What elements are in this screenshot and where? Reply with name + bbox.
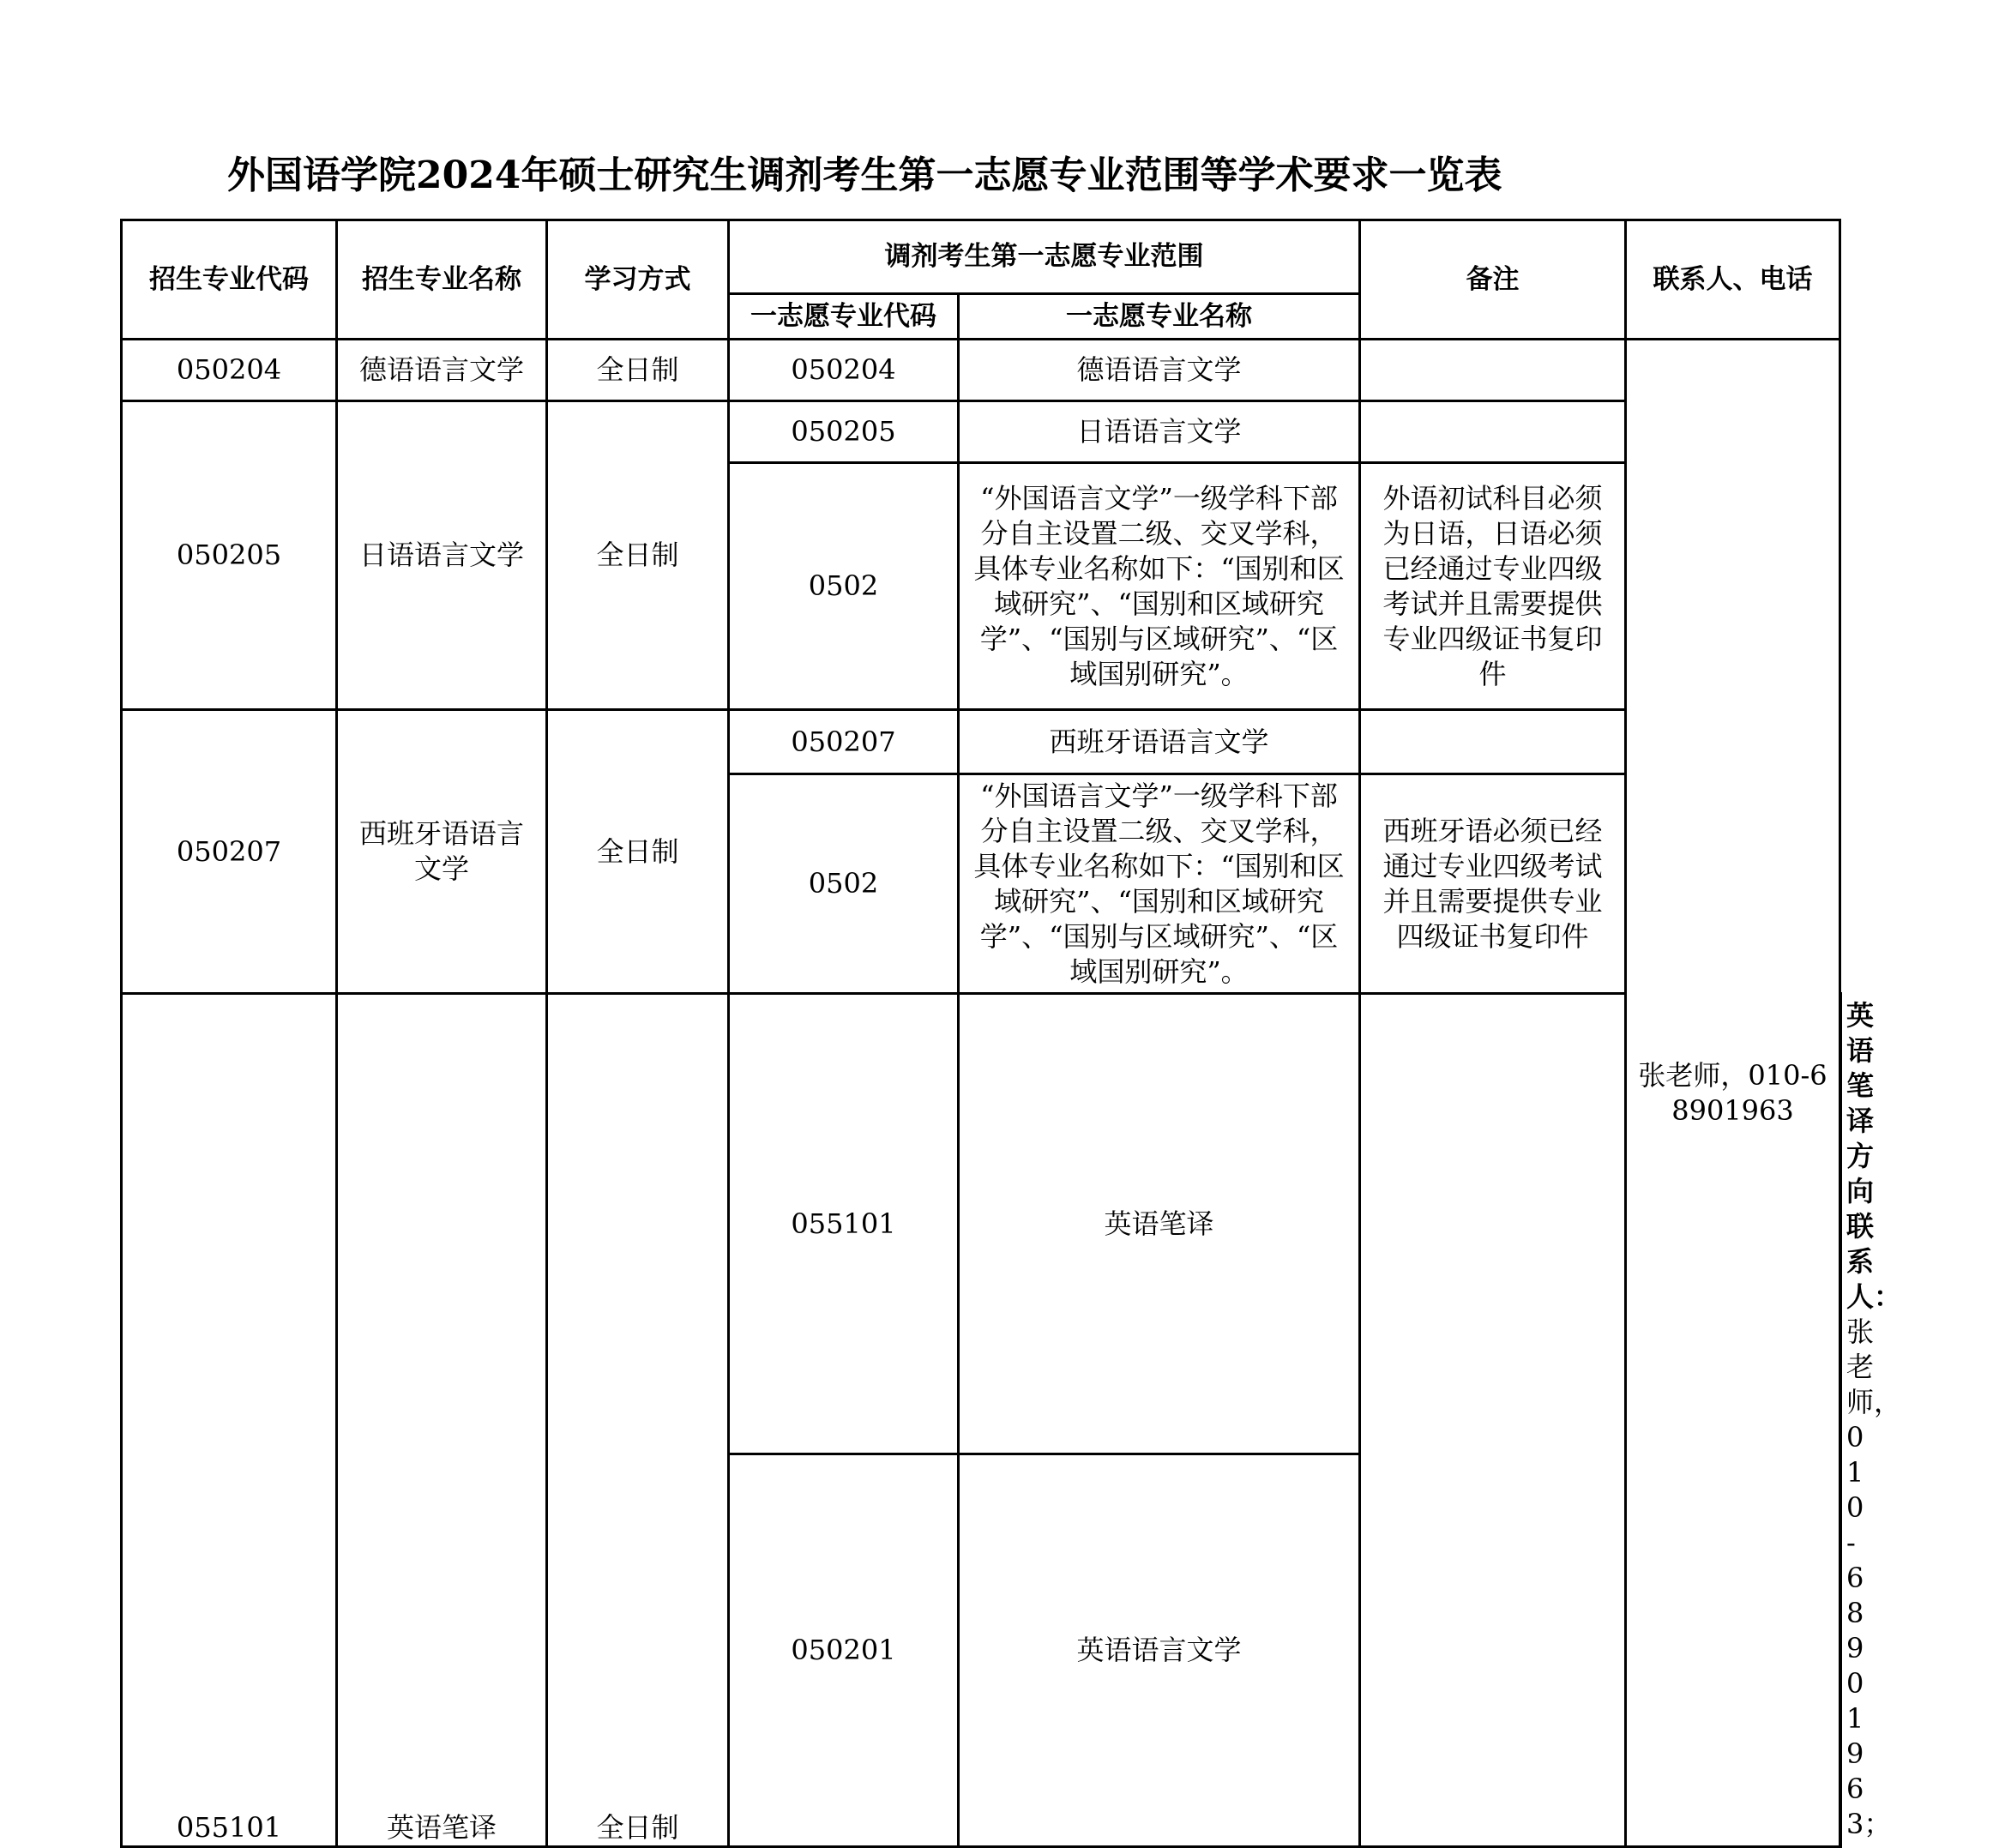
header-study-mode: 学习方式 <box>547 220 729 340</box>
major-name-cell: 西班牙语语言文学 <box>337 710 547 994</box>
contact-cell: 张老师，010-68901963 <box>1626 340 1840 1847</box>
major-name-cell: 英语笔译 <box>337 994 547 1847</box>
table-row <box>122 401 1841 463</box>
table-row <box>122 994 1841 1454</box>
header-row <box>122 220 1841 294</box>
english-contact-label: 英语笔译方向联系人： <box>1846 999 1902 1313</box>
first-choice-name-cell: 日语语言文学 <box>959 401 1360 463</box>
remark-cell <box>1360 710 1626 774</box>
table-viewport <box>120 219 1902 1844</box>
remark-cell <box>1360 401 1626 463</box>
english-contact-value: 张老师，010-68901963； <box>1846 1315 1902 1840</box>
major-code-cell: 055101 <box>122 994 337 1847</box>
major-code-cell: 050205 <box>122 401 337 710</box>
first-choice-name-cell: 英语语言文学 <box>959 1454 1360 1847</box>
first-choice-code-cell: 0502 <box>729 463 959 710</box>
first-choice-code-cell: 050205 <box>729 401 959 463</box>
remark-cell <box>1360 994 1626 1847</box>
english-contact-cell <box>1840 994 1902 1847</box>
first-choice-code-cell: 050207 <box>729 710 959 774</box>
remark-cell: 外语初试科目必须为日语，日语必须已经通过专业四级考试并且需要提供专业四级证书复印件 <box>1360 463 1626 710</box>
first-choice-code-cell: 055101 <box>729 994 959 1454</box>
first-choice-code-cell: 050201 <box>729 1454 959 1847</box>
header-first-choice-code: 一志愿专业代码 <box>729 294 959 340</box>
header-first-choice-range: 调剂考生第一志愿专业范围 <box>729 220 1360 294</box>
page-title: 外国语学院2024年硕士研究生调剂考生第一志愿专业范围等学术要求一览表 <box>227 153 1502 197</box>
major-code-cell: 050207 <box>122 710 337 994</box>
header-first-choice-name: 一志愿专业名称 <box>959 294 1360 340</box>
study-mode-cell: 全日制 <box>547 994 729 1847</box>
remark-cell <box>1360 340 1626 401</box>
major-name-cell: 日语语言文学 <box>337 401 547 710</box>
major-code-cell: 050204 <box>122 340 337 401</box>
header-major-code: 招生专业代码 <box>122 220 337 340</box>
first-choice-name-cell: “外国语言文学”一级学科下部分自主设置二级、交叉学科，具体专业名称如下：“国别和区域研究”、“国别和区域研究学”、“国别与区域研究”、“区域国别研究”。 <box>959 463 1360 710</box>
study-mode-cell: 全日制 <box>547 710 729 994</box>
first-choice-name-cell: “外国语言文学”一级学科下部分自主设置二级、交叉学科，具体专业名称如下：“国别和区域研究”、“国别和区域研究学”、“国别与区域研究”、“区域国别研究”。 <box>959 774 1360 994</box>
first-choice-name-cell: 西班牙语语言文学 <box>959 710 1360 774</box>
study-mode-cell: 全日制 <box>547 401 729 710</box>
requirements-table <box>120 219 1902 1848</box>
header-major-name: 招生专业名称 <box>337 220 547 340</box>
first-choice-code-cell: 050204 <box>729 340 959 401</box>
first-choice-code-cell: 0502 <box>729 774 959 994</box>
first-choice-name-cell: 英语笔译 <box>959 994 1360 1454</box>
table-row <box>122 340 1841 401</box>
major-name-cell: 德语语言文学 <box>337 340 547 401</box>
remark-cell: 西班牙语必须已经通过专业四级考试并且需要提供专业四级证书复印件 <box>1360 774 1626 994</box>
header-remark: 备注 <box>1360 220 1626 340</box>
table-row <box>122 710 1841 774</box>
header-contact: 联系人、电话 <box>1626 220 1840 340</box>
study-mode-cell: 全日制 <box>547 340 729 401</box>
first-choice-name-cell: 德语语言文学 <box>959 340 1360 401</box>
